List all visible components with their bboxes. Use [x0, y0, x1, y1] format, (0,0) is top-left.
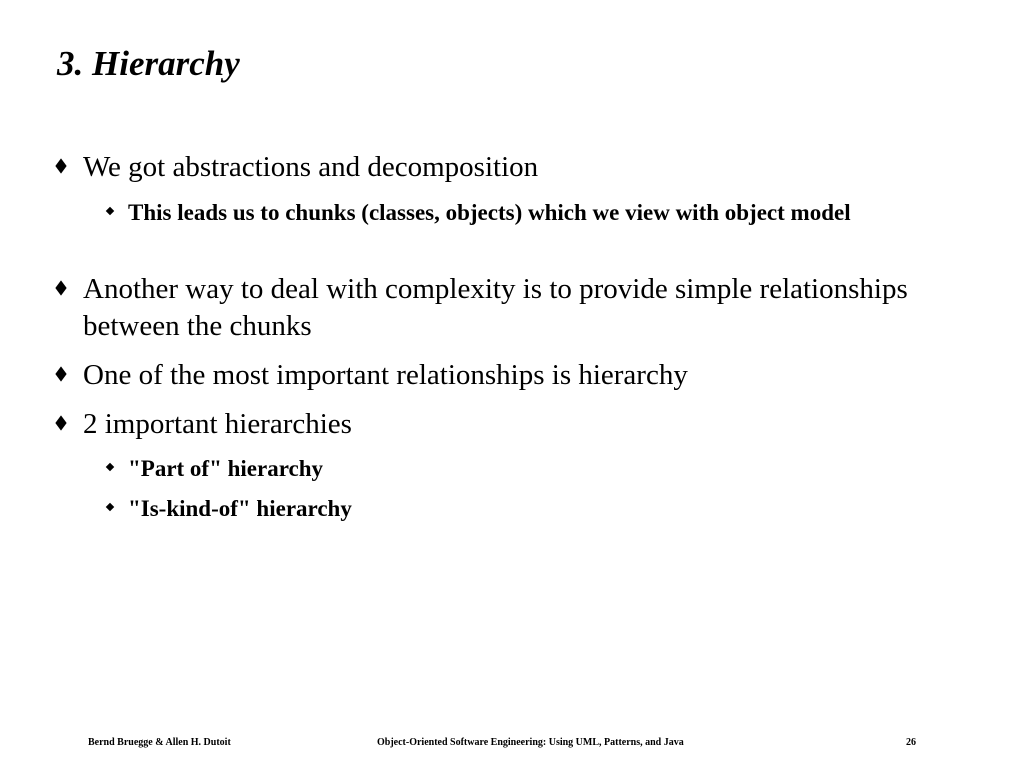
- footer-authors: Bernd Bruegge & Allen H. Dutoit: [88, 737, 231, 748]
- diamond-sub-bullet-icon: [106, 503, 114, 511]
- diamond-sub-bullet-icon: [106, 463, 114, 471]
- bullet-text: 2 important hierarchies: [83, 408, 352, 440]
- footer-page-number: 26: [906, 737, 916, 748]
- bullet-item: [83, 406, 943, 443]
- slide-title: 3. Hierarchy: [57, 44, 240, 83]
- sub-bullet-item: [128, 198, 958, 228]
- bullet-item: [83, 357, 943, 394]
- bullet-item: [83, 149, 943, 186]
- diamond-bullet-icon: [55, 415, 66, 430]
- diamond-bullet-icon: [55, 366, 66, 381]
- bullet-item: [83, 271, 943, 345]
- sub-bullet-text: "Is-kind-of" hierarchy: [128, 496, 352, 521]
- diamond-bullet-icon: [55, 158, 66, 173]
- bullet-text: We got abstractions and decomposition: [83, 151, 539, 183]
- sub-bullet-text: This leads us to chunks (classes, objects) which we view with object model: [128, 200, 851, 225]
- diamond-sub-bullet-icon: [106, 207, 114, 215]
- bullet-text: One of the most important relationships is hierarchy: [83, 359, 688, 391]
- footer-book-title: Object-Oriented Software Engineering: Using UML, Patterns, and Java: [377, 737, 684, 748]
- diamond-bullet-icon: [55, 280, 66, 295]
- sub-bullet-item: [128, 494, 958, 524]
- sub-bullet-item: [128, 454, 958, 484]
- sub-bullet-text: "Part of" hierarchy: [128, 456, 324, 481]
- bullet-text: Another way to deal with complexity is to provide simple relationships between the chunks: [83, 273, 908, 342]
